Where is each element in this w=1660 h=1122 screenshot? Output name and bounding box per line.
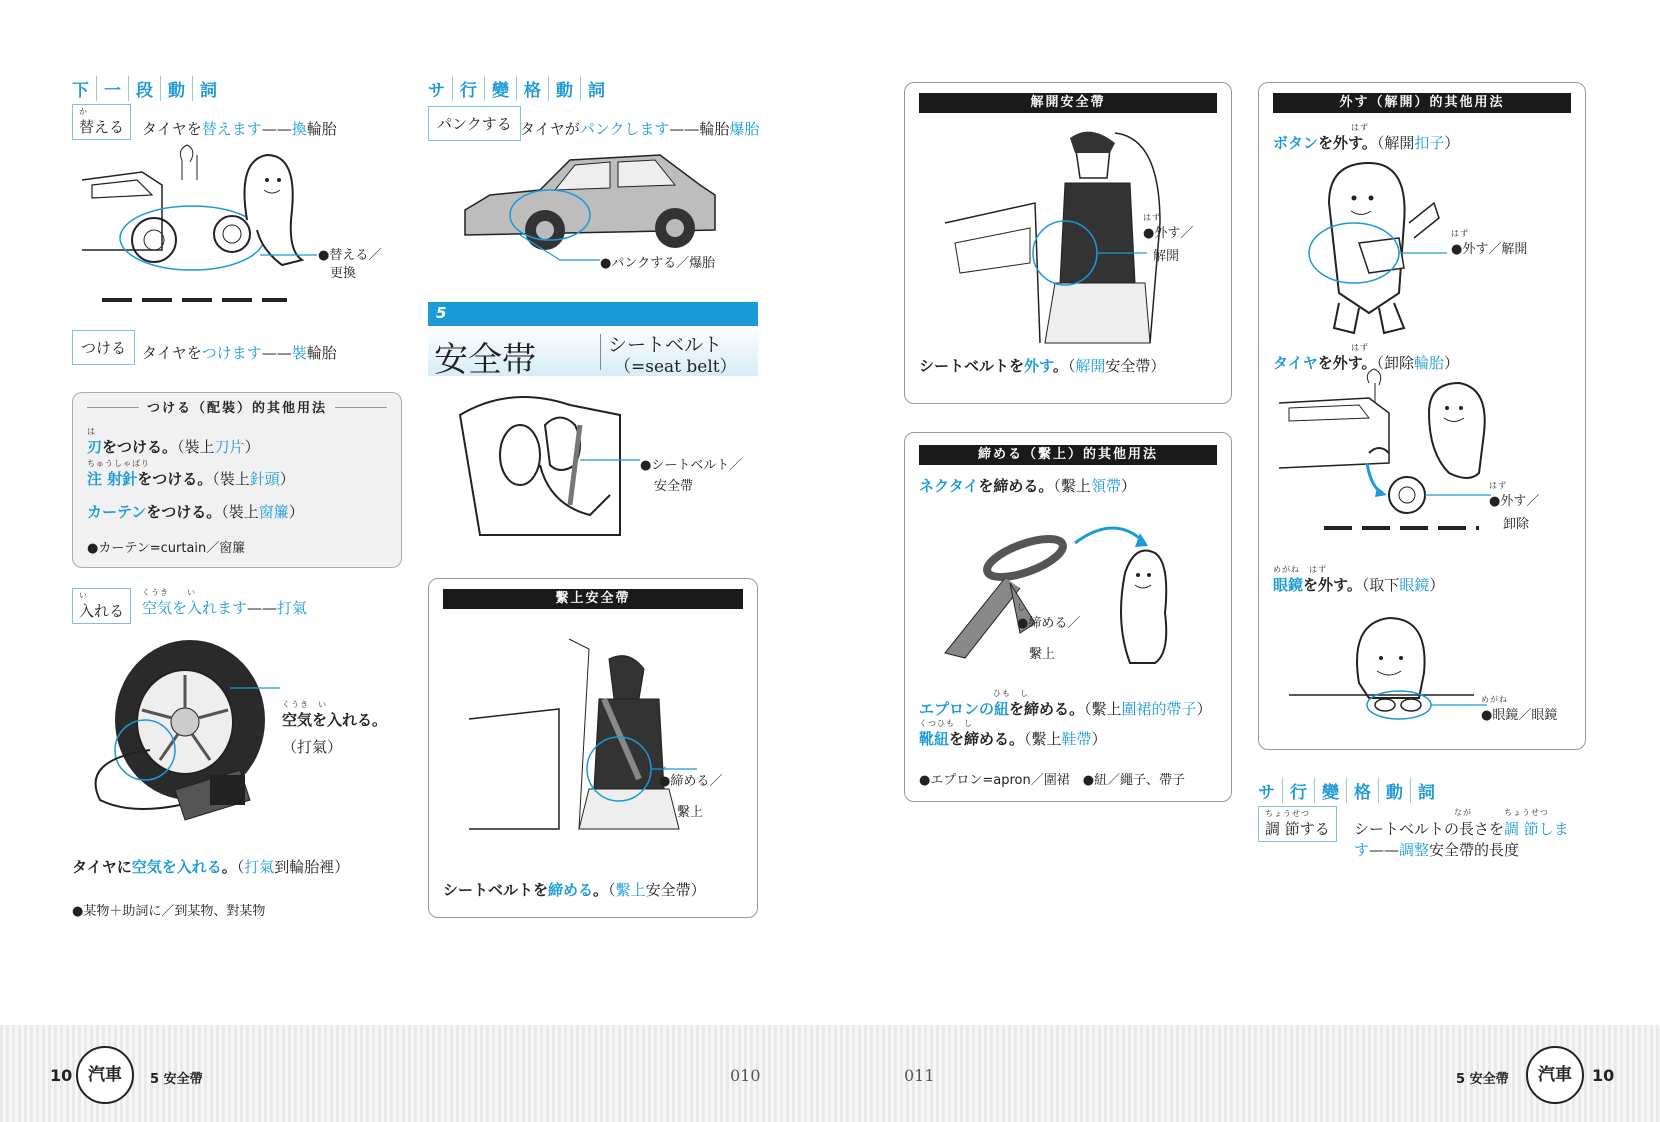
dash: —— [261, 344, 292, 362]
ruby: めがね はず [1273, 565, 1327, 574]
tr: ） [1120, 477, 1136, 495]
ruby: か [79, 107, 88, 116]
tr-hl: 繫上 [615, 881, 646, 899]
tr: ） [1091, 730, 1107, 748]
tr: （裝上 [221, 503, 259, 521]
usage-line-2 [919, 689, 1212, 719]
word-text: 調 節する [1265, 820, 1330, 838]
label-text: ●締める／ [1017, 616, 1081, 631]
translation-highlight: 爆胎 [729, 120, 760, 138]
hl: 注 射針 [87, 470, 138, 488]
tr-hl: 扣子 [1414, 134, 1445, 152]
ruby: し [1017, 603, 1026, 612]
hl: 刃 [87, 438, 103, 456]
heading-char: 一 [97, 76, 129, 101]
translation-highlight: 換 [291, 120, 307, 138]
tr: （繫上 [1053, 477, 1091, 495]
footer-right-num: 10 [1592, 1066, 1615, 1085]
ruby: くつひも し [919, 719, 973, 728]
heading-char: 詞 [200, 81, 217, 101]
section-heading-sahen-2 [1258, 778, 1442, 803]
tr: ） [1196, 700, 1212, 718]
vocab-sentence-chousetsu [1354, 808, 1594, 860]
tr-hl: 鞋帶 [1061, 730, 1092, 748]
rest: をつける。 [146, 503, 222, 521]
ruby: ちょうせつ [1265, 809, 1310, 818]
heading-char: サ [428, 76, 453, 101]
ex-pre: シートベルトを [919, 357, 1025, 375]
ruby: はず [1351, 343, 1369, 352]
ex-post: 。 [593, 881, 609, 899]
heading-char: サ [1258, 778, 1283, 803]
sent-highlight: つけます [201, 344, 262, 362]
card-title: 繫上安全帶 [443, 589, 743, 609]
sent-line-2 [1354, 839, 1594, 860]
ruby: はず [1451, 229, 1469, 238]
label-text: ●眼鏡／眼鏡 [1481, 708, 1558, 723]
heading-char: 詞 [1418, 783, 1435, 803]
tire-pump-illustration [90, 640, 310, 840]
ruby: ちゅうしゃばり [87, 459, 150, 468]
usage-line-1 [87, 427, 260, 457]
tr-hl: 領帶 [1090, 477, 1121, 495]
ruby: めがね [1481, 695, 1508, 704]
tr-hl: 輪胎 [1414, 354, 1445, 372]
label-ireru [282, 700, 387, 730]
tr-hl: 刀片 [214, 438, 245, 456]
chapter-kana: シートベルト [608, 334, 723, 356]
label-panku: ●パンクする／爆胎 [600, 256, 716, 271]
tr: ） [288, 503, 304, 521]
chapter-banner [428, 326, 758, 380]
tr: （裝上 [212, 470, 250, 488]
heading-char: 段 [129, 76, 161, 101]
sent-pre: タイヤが [520, 120, 580, 138]
translation-rest: 輪胎 [306, 344, 337, 362]
footer-left-category: 汽車 [76, 1046, 134, 1104]
vocab-sentence-tsukeru [142, 342, 337, 363]
section-heading-ichidan [72, 76, 224, 101]
tr: （解開 [1376, 134, 1415, 152]
ruby: はず [1489, 481, 1507, 490]
tr-hl: 圍裙的帶子 [1121, 700, 1197, 718]
ex-post: 。 [221, 858, 237, 876]
label-kaeru-tr: 更換 [330, 266, 357, 281]
rest: をつける。 [102, 438, 178, 456]
tr: ） [244, 438, 260, 456]
ruby: なが [1454, 808, 1472, 817]
dash: —— [1369, 841, 1400, 859]
vocab-sentence-panku [520, 118, 759, 139]
footer-right-category: 汽車 [1526, 1046, 1584, 1104]
ex-pre: タイヤに [72, 858, 132, 876]
label-tr: 卸除 [1503, 517, 1530, 532]
vocab-word-panku [428, 106, 521, 141]
label-seatbelt: ●シートベルト／ [640, 458, 743, 473]
heading-char: 下 [72, 76, 97, 101]
usage-line-1 [919, 475, 1136, 496]
heading-char: 行 [1283, 778, 1315, 803]
rest: を外す。 [1318, 134, 1377, 152]
note: ●カーテン=curtain／窗簾 [87, 541, 246, 556]
tsukeru-usage-box [72, 392, 402, 568]
chapter-number: 5 [428, 302, 758, 326]
label-tr: 繫上 [677, 805, 704, 820]
example-hazusu [919, 355, 1165, 376]
tr: （ [608, 881, 616, 899]
footer-left-chapter: 5 安全帶 [150, 1072, 203, 1087]
hl: 眼鏡 [1273, 576, 1304, 594]
tr: 安全帶） [645, 881, 706, 899]
rest: を外す。 [1303, 576, 1362, 594]
hl: エプロンの紐 [919, 700, 1010, 718]
card-title: 解開安全帶 [919, 93, 1217, 113]
tr-hl: 解開 [1075, 357, 1106, 375]
card-title: 外す（解開）的其他用法 [1273, 93, 1571, 113]
translation-rest: 輪胎 [306, 120, 337, 138]
dash: —— [669, 120, 700, 138]
hl: タイヤ [1273, 354, 1318, 372]
sent-highlight: パンクします [579, 120, 670, 138]
ex-hl: 外す [1024, 357, 1053, 375]
note: ●エプロン=apron／圍裙 ●紐／繩子、帶子 [919, 773, 1186, 788]
word-text: 替える [79, 118, 125, 136]
usage-line-2 [87, 459, 295, 489]
ruby: はず [1143, 213, 1161, 222]
ruby: はず [1351, 123, 1369, 132]
tr-hl: 窗簾 [258, 503, 289, 521]
heading-char: 格 [517, 76, 549, 101]
vocab-word-tsukeru [72, 330, 135, 365]
necktie-illustration [935, 513, 1195, 673]
box-title-wrap [73, 397, 401, 416]
label-megane [1481, 695, 1557, 723]
fasten-belt-illustration [469, 639, 709, 829]
label-text: 空気を入れる。 [282, 711, 388, 729]
translation-highlight: 調整 [1399, 841, 1430, 859]
card-fasten-belt [428, 578, 758, 918]
heading-char: 動 [161, 76, 193, 101]
tr: （繫上 [1024, 730, 1062, 748]
card-title: 締める（繫上）的其他用法 [919, 445, 1217, 465]
tr: （繫上 [1084, 700, 1122, 718]
hl: ボタン [1273, 134, 1319, 152]
dash: —— [261, 120, 292, 138]
tr: （卸除 [1376, 354, 1415, 372]
label-hazusu [1143, 213, 1193, 241]
usage-line-3 [87, 501, 304, 522]
heading-char: 動 [1379, 778, 1411, 803]
tr: ） [1444, 354, 1460, 372]
car-seat-belt-illustration [450, 395, 650, 545]
label-tr: 繫上 [1029, 647, 1056, 662]
ruby: し [659, 761, 668, 770]
tr: （ [1067, 357, 1076, 375]
ruby: い [79, 591, 88, 600]
label-hazusu2 [1451, 229, 1527, 257]
example-ireru [72, 856, 349, 877]
card-hazusu-usage [1258, 82, 1586, 750]
vocab-word-ireru [72, 588, 131, 624]
usage-line-3 [919, 719, 1107, 749]
heading-char: 動 [549, 76, 581, 101]
ex-hl: 空気を入れる [131, 858, 222, 876]
tr-hl: 針頭 [249, 470, 280, 488]
heading-char: 詞 [588, 81, 605, 101]
sent-highlight: す [1354, 841, 1370, 859]
note-ireru: ●某物＋助詞に／到某物、對某物 [72, 904, 266, 919]
label-text: ●締める／ [659, 774, 723, 789]
translation-rest: 安全帶的長度 [1429, 841, 1520, 859]
heading-char: 格 [1347, 778, 1379, 803]
rest: を締める。 [949, 730, 1025, 748]
translation-highlight: 裝 [291, 344, 307, 362]
tr: （ [236, 858, 245, 876]
heading-char: 變 [1315, 778, 1347, 803]
label-hazusu3 [1489, 481, 1539, 509]
sent-line [1354, 818, 1594, 839]
ruby: ひも し [993, 689, 1029, 698]
rest: を締める。 [978, 477, 1054, 495]
car-tire-illustration [82, 150, 332, 310]
tr: （裝上 [177, 438, 215, 456]
rest: を締める。 [1009, 700, 1085, 718]
ex-pre: シートベルトを [443, 881, 549, 899]
box-title: つける（配裝）的其他用法 [139, 401, 335, 416]
label-text: ●外す／解開 [1451, 242, 1528, 257]
vocab-sentence-kaeru [142, 118, 337, 139]
label-kaeru: ●替える／ [318, 248, 382, 263]
tr: 安全帶） [1105, 357, 1166, 375]
heading-char: 變 [485, 76, 517, 101]
hl: ネクタイ [919, 477, 979, 495]
hl: 靴紐 [919, 730, 950, 748]
tr-hl: 眼鏡 [1399, 576, 1430, 594]
sent-highlight: 調 節しま [1504, 820, 1569, 838]
section-heading-sahen [428, 76, 612, 101]
word-text: パンクする [437, 115, 512, 133]
tr: （取下 [1361, 576, 1400, 594]
rest: をつける。 [137, 470, 213, 488]
sent-highlight: 替えます [201, 120, 262, 138]
ruby: くうき い [282, 700, 327, 709]
vocab-word-chousetsu [1258, 806, 1337, 842]
rest: を外す。 [1317, 354, 1377, 372]
ruby: ちょうせつ [1504, 808, 1549, 817]
tr: 到輪胎裡） [274, 858, 350, 876]
label-text: ●外す／ [1489, 494, 1540, 509]
tr: ） [1429, 576, 1445, 594]
tr-hl: 打氣 [244, 858, 275, 876]
footer-page-right: 011 [904, 1066, 935, 1085]
translation-rest: 輪胎 [699, 120, 730, 138]
dash: —— [247, 599, 278, 617]
usage-line-1 [1273, 123, 1459, 153]
ex-post: 。 [1052, 357, 1068, 375]
translation-highlight: 打氣 [277, 599, 308, 617]
usage-line-3 [1273, 565, 1444, 595]
sent-pre: タイヤを [142, 120, 202, 138]
page-footer [0, 1025, 1660, 1122]
vocab-word-kaeru [72, 104, 131, 140]
tr: ） [279, 470, 295, 488]
sent-pre: タイヤを [142, 344, 202, 362]
sent-highlight: 空気を入れます [142, 599, 248, 617]
label-seatbelt-tr: 安全帶 [654, 479, 694, 494]
hl: カーテン [87, 503, 147, 521]
ex-hl: 締める [548, 881, 594, 899]
footer-page-left: 010 [730, 1066, 761, 1085]
card-shimeru-usage [904, 432, 1232, 802]
heading-char: 行 [453, 76, 485, 101]
chapter-en: （=seat belt） [614, 357, 737, 377]
word-text: 入れる [79, 602, 125, 620]
chapter-title: 安全帯 [434, 340, 536, 380]
footer-right-chapter: 5 安全帶 [1456, 1072, 1509, 1087]
card-unfasten-belt [904, 82, 1232, 404]
example-shimeru [443, 879, 706, 900]
label-shimeru2 [1017, 603, 1080, 631]
footer-left-num: 10 [50, 1066, 73, 1085]
ruby: は [87, 427, 96, 436]
remove-tire-illustration [1279, 383, 1519, 533]
word-text: つける [81, 339, 127, 357]
usage-line-2 [1273, 343, 1459, 373]
vocab-sentence-ireru [142, 588, 307, 618]
label-tr: 解開 [1153, 249, 1180, 264]
label-tr: （打氣） [282, 738, 343, 756]
sent-pre: シートベルトの [1354, 820, 1460, 838]
tr: ） [1444, 134, 1460, 152]
divider [600, 334, 601, 370]
ruby: くうき い [142, 588, 196, 597]
label-text: ●外す／ [1143, 226, 1194, 241]
sent-mid: 長さを [1459, 820, 1505, 838]
ruby-row [1354, 808, 1594, 818]
label-shimeru [659, 761, 722, 789]
